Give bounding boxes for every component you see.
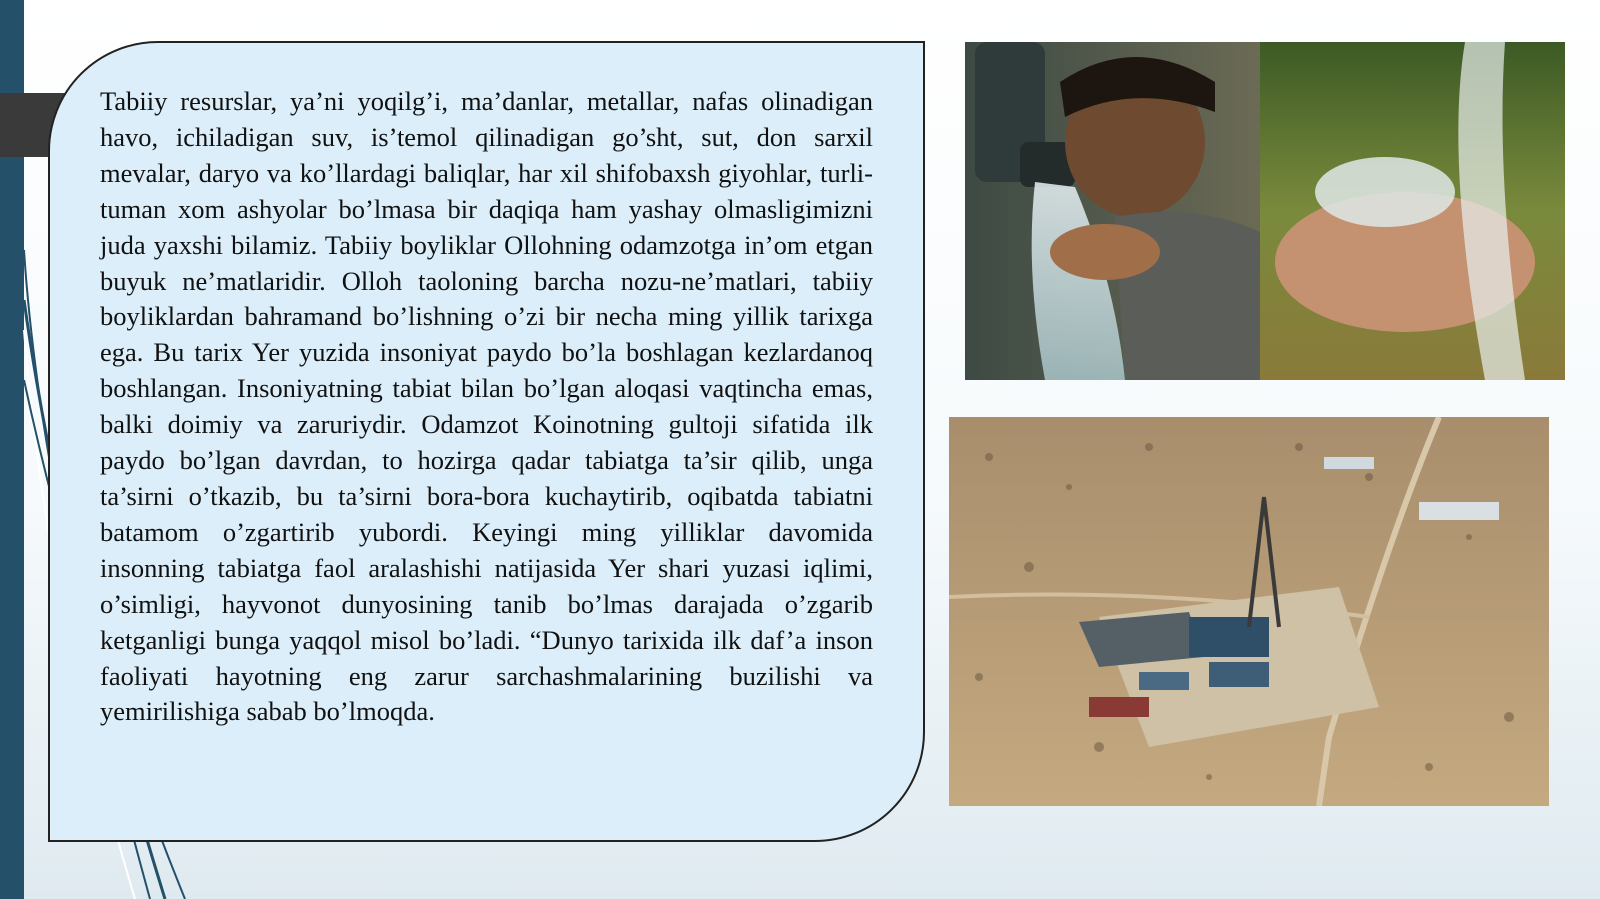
water-drinking-photo <box>965 42 1565 380</box>
text-panel <box>48 41 925 842</box>
oil-drilling-site-photo <box>949 417 1549 806</box>
body-paragraph: Tabiiy resurslar, ya’ni yoqilg’i, ma’danlar, metallar, nafas olinadigan havo, ichiladigan suv, is’temol qilinadigan go’sht, sut, don sarxil mevalar, daryo va ko’llardagi baliqlar, har xil shifobaxsh giyohlar, turli-tuman xom ashyolar bo’lmasa bir daqiqa ham yashay olmasligimizni juda yaxshi bilamiz. Tabiiy boyliklar Ollohning odamzotga in’om etgan buyuk ne’matlaridir. Olloh taoloning barcha nozu-ne’matlari, tabiiy boyliklardan bahramand bo’lishning o’zi bir necha ming yillik tarixga ega. Bu tarix Yer yuzida insoniyat paydo bo’la boshlagan kezlardanoq boshlangan. Insoniyatning tabiat bilan bo’lgan aloqasi vaqtincha emas, balki doimiy va zaruriydir. Odamzot Koinotning gultoji sifatida ilk paydo bo’lgan davrdan, to hozirga qadar tabiatga ta’sir qilib, unga ta’sirni o’tkazib, bu ta’sirni bora-bora kuchaytirib, oqibatda tabiatni batamom o’zgartirib yubordi. Keyingi ming yilliklar davomida insonning tabiatga faol aralashishi natijasida Yer shari yuzasi iqlimi, o’simligi, hayvonot dunyosining tanib bo’lmas darajada o’zgarib ketganligi bunga yaqqol misol bo’ladi. “Dunyo tarixida ilk daf’a inson faoliyati hayotning eng zarur sarchashmalarining buzilishi va yemirilishiga sabab bo’lmoqda. <box>100 86 873 727</box>
